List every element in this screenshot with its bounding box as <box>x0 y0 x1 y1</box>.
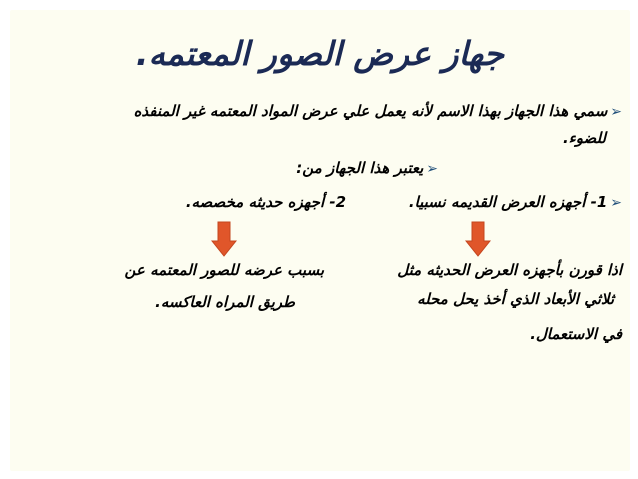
type-2: 2- أجهزه حديثه مخصصه. <box>185 193 346 211</box>
para-1-line-1-text: سمي هذا الجهاز بهذا الاسم لأنه يعمل علي عرض المواد المعتمه غير المنفذه <box>133 102 608 120</box>
right-block-line-3: في الاستعمال. <box>530 325 622 343</box>
bullet-arrow-icon: ➢ <box>610 195 622 211</box>
right-block-line-2: ثلاثي الأبعاد الذي أخذ يحل محله <box>417 290 614 308</box>
slide-title: جهاز عرض الصور المعتمه. <box>135 34 505 73</box>
para-2-text: يعتبر هذا الجهاز من: <box>296 159 424 177</box>
para-1-line-2: للضوء. <box>562 129 606 147</box>
para-2 <box>296 159 438 177</box>
down-arrow-right-icon <box>465 221 491 257</box>
para-1-line-1 <box>134 102 622 120</box>
right-block-line-1: اذا قورن بأجهزه العرض الحديثه مثل <box>397 261 622 279</box>
down-arrow-left-icon <box>211 221 237 257</box>
bullet-arrow-icon: ➢ <box>610 104 622 120</box>
type-1-text: 1- أجهزه العرض القديمه نسبيا. <box>408 193 608 211</box>
left-block-line-2: طريق المراه العاكسه. <box>155 293 295 311</box>
type-1 <box>409 193 622 211</box>
bullet-arrow-icon: ➢ <box>426 161 438 177</box>
slide-frame <box>10 10 630 471</box>
left-block-line-1: بسبب عرضه للصور المعتمه عن <box>124 261 324 279</box>
